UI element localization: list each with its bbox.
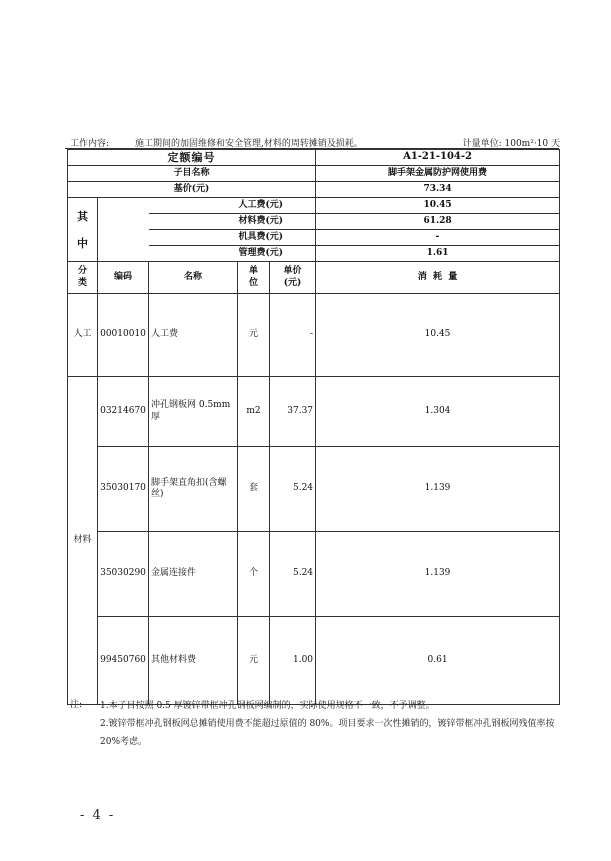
quota-code-label: 定额编号 [68, 150, 316, 166]
col-code: 编码 [98, 262, 149, 294]
col-category-line-1: 分 [77, 266, 87, 277]
cost-label-management: 管理费(元) [149, 246, 316, 262]
material-price: 5.24 [270, 532, 316, 617]
material-name: 金属连接件 [149, 532, 238, 617]
col-category [68, 262, 98, 294]
base-price: 73.34 [316, 182, 560, 198]
material-qty: 1.139 [316, 532, 560, 617]
work-content-text: 施工期间的加固维修和安全管理,材料的周转摊销及损耗。 [135, 139, 363, 149]
table-row [68, 447, 560, 532]
table-row [68, 294, 560, 377]
quota-table [67, 149, 560, 705]
cost-label-labor: 人工费(元) [149, 198, 316, 214]
cost-value-material: 61.28 [316, 214, 560, 230]
material-code: 99450760 [98, 617, 149, 705]
material-qty: 1.304 [316, 377, 560, 447]
material-code: 03214670 [98, 377, 149, 447]
note-item: 1.本子目按照 0.5 厚镀锌带框冲孔钢板网编制的，实际使用规格不一致，不予调整。 [100, 701, 435, 711]
material-name: 冲孔钢板网 0.5mm厚 [149, 377, 238, 447]
qizhong-char-2: 中 [77, 236, 88, 250]
col-name: 名称 [149, 262, 238, 294]
labor-price: - [270, 294, 316, 377]
material-unit: m2 [238, 377, 270, 447]
labor-unit: 元 [238, 294, 270, 377]
notes-label: 注: [70, 700, 83, 710]
qizhong-cell [68, 198, 98, 262]
material-price: 5.24 [270, 447, 316, 532]
col-unit-line-2: 位 [248, 277, 258, 288]
material-qty: 1.139 [316, 447, 560, 532]
material-category: 材料 [68, 377, 98, 705]
col-unit [238, 262, 270, 294]
col-price-line-2: (元) [283, 277, 302, 288]
quota-code: A1-21-104-2 [316, 150, 560, 166]
page-number: - 4 - [80, 808, 116, 823]
cost-value-management: 1.61 [316, 246, 560, 262]
cost-value-machine: - [316, 230, 560, 246]
item-name: 脚手架金属防护网使用费 [316, 166, 560, 182]
material-unit: 元 [238, 617, 270, 705]
note-item: 2.镀锌带框冲孔钢板网总摊销使用费不能超过原值的 80%。项目要求一次性摊销的，镀锌带框冲孔钢板网残值率按 20%考虑。 [100, 719, 555, 747]
material-price: 1.00 [270, 617, 316, 705]
material-price: 37.37 [270, 377, 316, 447]
column-header-row [68, 262, 560, 294]
labor-name: 人工费 [149, 294, 238, 377]
col-price-line-1: 单价 [283, 266, 302, 277]
table-row [68, 377, 560, 447]
material-name: 脚手架直角扣(含螺丝) [149, 447, 238, 532]
table-row [68, 617, 560, 705]
cost-label-machine: 机具费(元) [149, 230, 316, 246]
material-code: 35030170 [98, 447, 149, 532]
table-row [68, 532, 560, 617]
cost-value-labor: 10.45 [316, 198, 560, 214]
item-name-label: 子目名称 [68, 166, 316, 182]
col-consumption: 消 耗 量 [316, 262, 560, 294]
material-qty: 0.61 [316, 617, 560, 705]
material-unit: 套 [238, 447, 270, 532]
qizhong-char-1: 其 [77, 209, 88, 223]
labor-category: 人工 [68, 294, 98, 377]
col-price [270, 262, 316, 294]
qizhong-spacer [98, 198, 149, 262]
material-code: 35030290 [98, 532, 149, 617]
labor-qty: 10.45 [316, 294, 560, 377]
labor-code: 00010010 [98, 294, 149, 377]
measurement-unit: 计量单位: 100m²·10 天 [462, 139, 560, 149]
material-unit: 个 [238, 532, 270, 617]
cost-label-material: 材料费(元) [149, 214, 316, 230]
col-unit-line-1: 单 [248, 266, 258, 277]
col-category-line-2: 类 [77, 277, 87, 288]
base-price-label: 基价(元) [68, 182, 316, 198]
work-content-label: 工作内容: [70, 139, 110, 149]
material-name: 其他材料费 [149, 617, 238, 705]
